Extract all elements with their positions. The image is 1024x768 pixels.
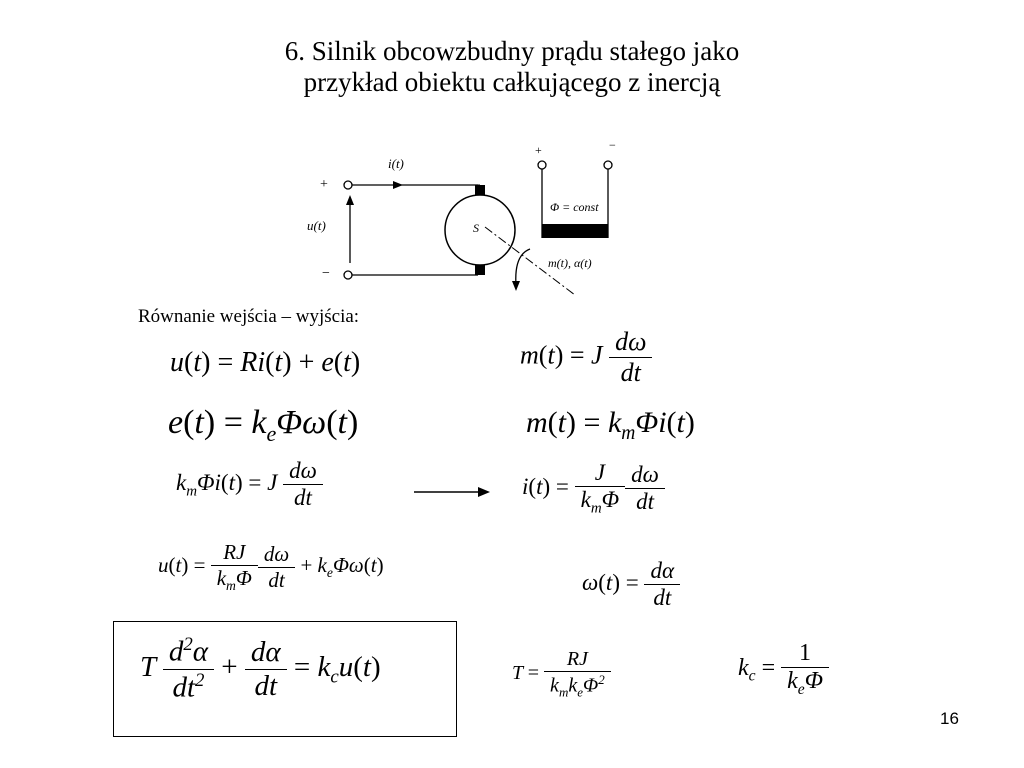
motor-label: S bbox=[473, 221, 479, 235]
minus-field-label: − bbox=[609, 138, 616, 152]
equation-balance: $k_m\Phi i(t) = J$ $\frac{d\omega}{dt}$ bbox=[176, 458, 323, 511]
field-pole-piece bbox=[542, 224, 608, 238]
current-label: i(t) bbox=[388, 156, 404, 171]
motor-circle bbox=[445, 195, 515, 265]
equation-angular-velocity: ω(t) = $\frac{d\alpha}{dt}$ bbox=[582, 558, 680, 611]
voltage-label: u(t) bbox=[307, 218, 326, 233]
field-minus-terminal bbox=[604, 161, 612, 169]
equation-torque-dynamics: m(t) = J $\frac{d\omega}{dt}$ bbox=[520, 327, 652, 388]
plus-field-label: + bbox=[535, 143, 542, 157]
flux-label: Φ = const bbox=[550, 200, 599, 214]
rotation-arrow bbox=[516, 249, 530, 285]
implication-arrow bbox=[412, 484, 492, 500]
torque-label: m(t), α(t) bbox=[548, 256, 592, 270]
minus-terminal bbox=[344, 271, 352, 279]
slide-title bbox=[0, 36, 1024, 98]
plus-terminal bbox=[344, 181, 352, 189]
current-arrow bbox=[393, 181, 403, 189]
io-equation-label: Równanie wejścia – wyjścia: bbox=[138, 306, 360, 327]
voltage-arrow bbox=[346, 195, 354, 205]
field-plus-terminal bbox=[538, 161, 546, 169]
title-line-1: 6. Silnik obcowzbudny prądu stałego jako bbox=[284, 36, 740, 66]
motor-circuit-diagram bbox=[290, 135, 650, 300]
equation-current: i(t) = $\frac{J}{k_m\Phi}$ $\frac{d\omega}{dt}$ bbox=[522, 460, 665, 518]
final-equation: T $\frac{d^2\alpha}{dt^2}$ + $\frac{d\alpha}{dt}$ = $k_cu(t)$ bbox=[140, 634, 381, 704]
minus-left-label: − bbox=[322, 266, 330, 281]
equation-back-emf: $e(t) = k_e\Phi\omega(t)$ bbox=[168, 404, 359, 446]
page-number: 16 bbox=[940, 709, 959, 728]
equation-torque-current: $m(t) = k_m\Phi i(t)$ bbox=[526, 406, 695, 444]
equation-time-constant: T = $\frac{RJ}{k_mk_e\Phi^2}$ bbox=[512, 648, 611, 701]
equation-gain: $k_c$ = $\frac{1}{k_e\Phi}$ bbox=[738, 640, 829, 699]
equation-voltage: u(t) = Ri(t) + e(t) bbox=[170, 347, 361, 378]
plus-left-label: + bbox=[320, 177, 328, 192]
title-line-2: przykład obiektu całkującego z inercją bbox=[303, 67, 721, 97]
equation-voltage-substituted: u(t) = $\frac{RJ}{k_m\Phi}$ $\frac{d\omega}{dt}$ + $k_e\Phi\omega(t)$ bbox=[158, 540, 384, 594]
